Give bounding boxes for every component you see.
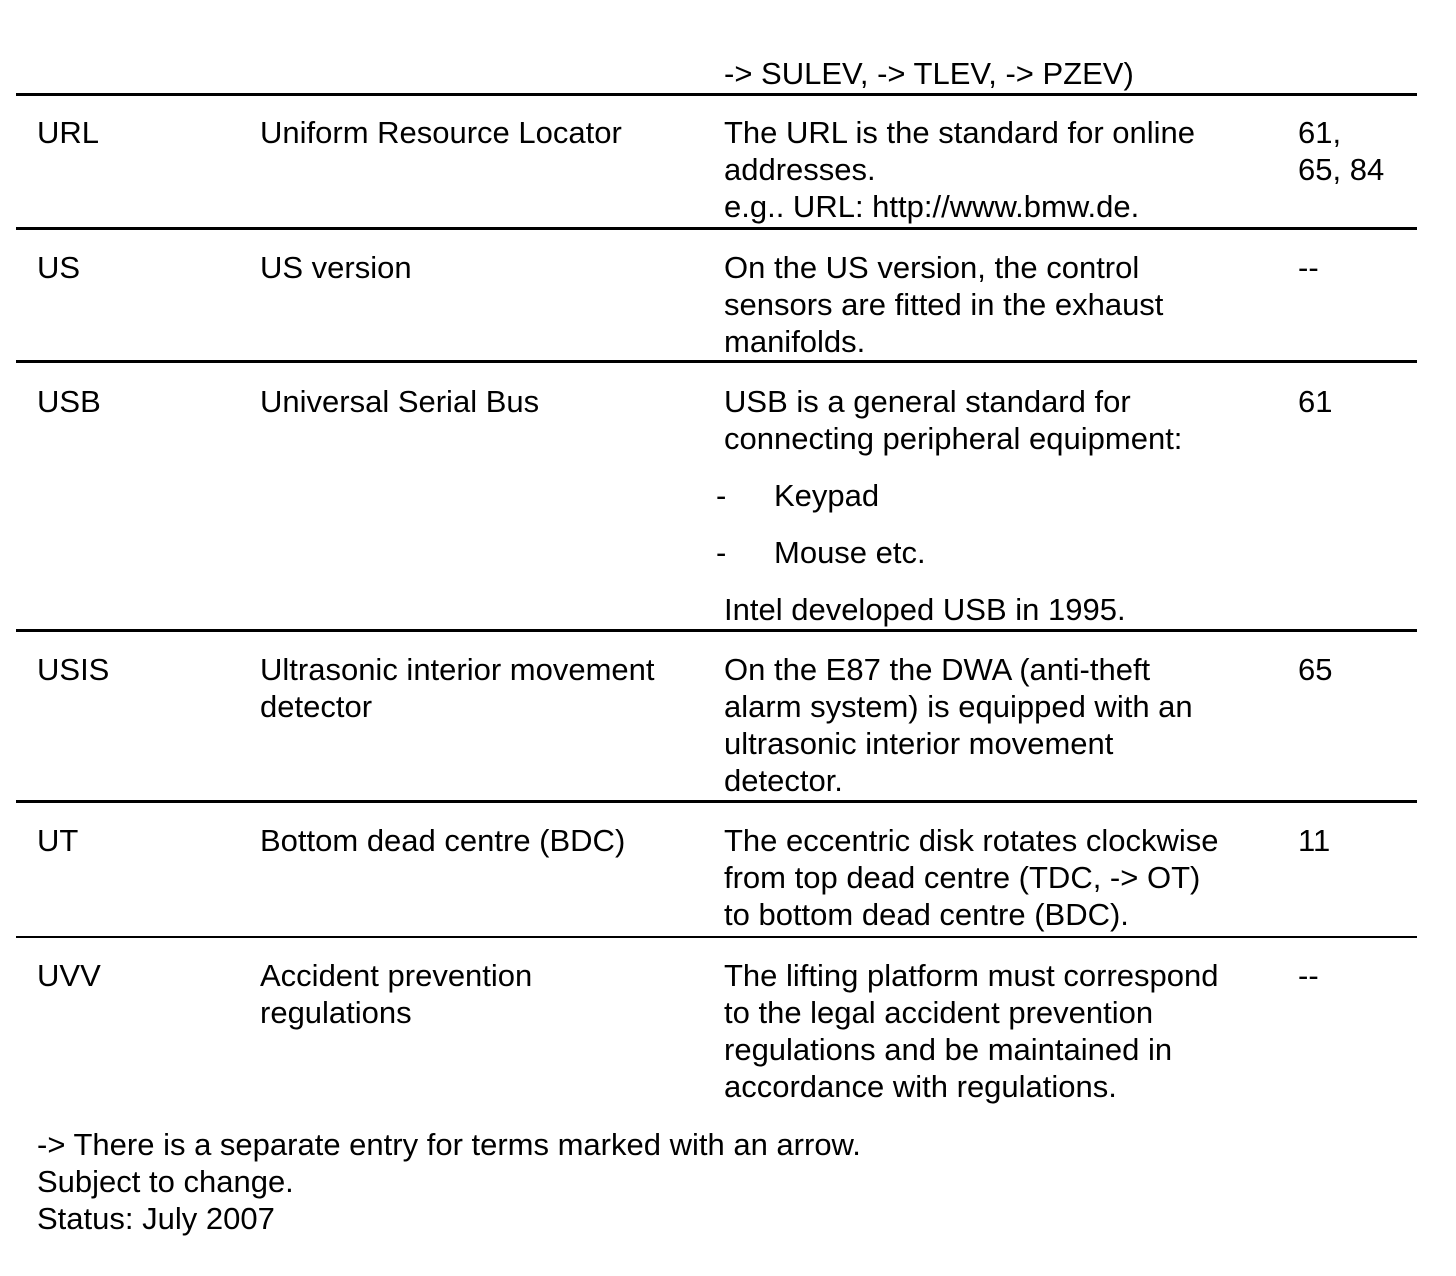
description-cell: On the US version, the control sensors are fitted in the exhaust manifolds. <box>724 250 1164 359</box>
subject-to-change-note: Subject to change. <box>37 1164 294 1199</box>
page-reference-cell: 61 <box>1298 384 1333 419</box>
description-cell: On the E87 the DWA (anti-theft alarm system) is equipped with an ultrasonic interior movement detector. <box>724 652 1193 798</box>
bullet-item: Keypad <box>774 478 880 513</box>
abbreviation-cell: URL <box>37 115 100 150</box>
arrow-note: -> There is a separate entry for terms marked with an arrow. <box>37 1127 861 1162</box>
abbreviation-cell: US <box>37 250 81 285</box>
table-rule <box>16 227 1417 230</box>
table-rule <box>16 360 1417 363</box>
page-reference-cell: 65 <box>1298 652 1333 687</box>
abbreviation-cell: USIS <box>37 652 110 687</box>
page-reference-cell: 11 <box>1298 823 1331 858</box>
page-reference-cell: -- <box>1298 250 1319 285</box>
carryover-text: -> SULEV, -> TLEV, -> PZEV) <box>724 56 1134 91</box>
term-cell: Bottom dead centre (BDC) <box>260 823 626 858</box>
abbreviation-cell: USB <box>37 384 101 419</box>
description-cell: Intel developed USB in 1995. <box>724 592 1126 627</box>
description-cell: The lifting platform must correspond to the legal accident prevention regulations and be maintained in accordance with regulations. <box>724 958 1219 1104</box>
bullet-item: Mouse etc. <box>774 535 926 570</box>
page-reference-cell: 61, 65, 84 <box>1298 115 1385 187</box>
bullet-marker: - <box>716 478 727 513</box>
table-rule <box>16 800 1417 803</box>
bullet-marker: - <box>716 535 727 570</box>
abbreviation-cell: UT <box>37 823 79 858</box>
term-cell: Universal Serial Bus <box>260 384 540 419</box>
term-cell: Accident prevention regulations <box>260 958 533 1030</box>
description-cell: The URL is the standard for online addresses. e.g.. URL: http://www.bmw.de. <box>724 115 1195 224</box>
table-rule <box>16 936 1417 938</box>
table-rule <box>16 629 1417 632</box>
abbreviation-cell: UVV <box>37 958 101 993</box>
description-cell: The eccentric disk rotates clockwise from top dead centre (TDC, -> OT) to bottom dead centre (BDC). <box>724 823 1219 932</box>
status-note: Status: July 2007 <box>37 1201 275 1236</box>
footer-notes <box>37 1126 861 1237</box>
page-reference-cell: -- <box>1298 958 1319 993</box>
description-cell: USB is a general standard for connecting peripheral equipment: <box>724 384 1183 456</box>
term-cell: Uniform Resource Locator <box>260 115 622 150</box>
table-rule <box>16 93 1417 96</box>
term-cell: Ultrasonic interior movement detector <box>260 652 655 724</box>
term-cell: US version <box>260 250 412 285</box>
